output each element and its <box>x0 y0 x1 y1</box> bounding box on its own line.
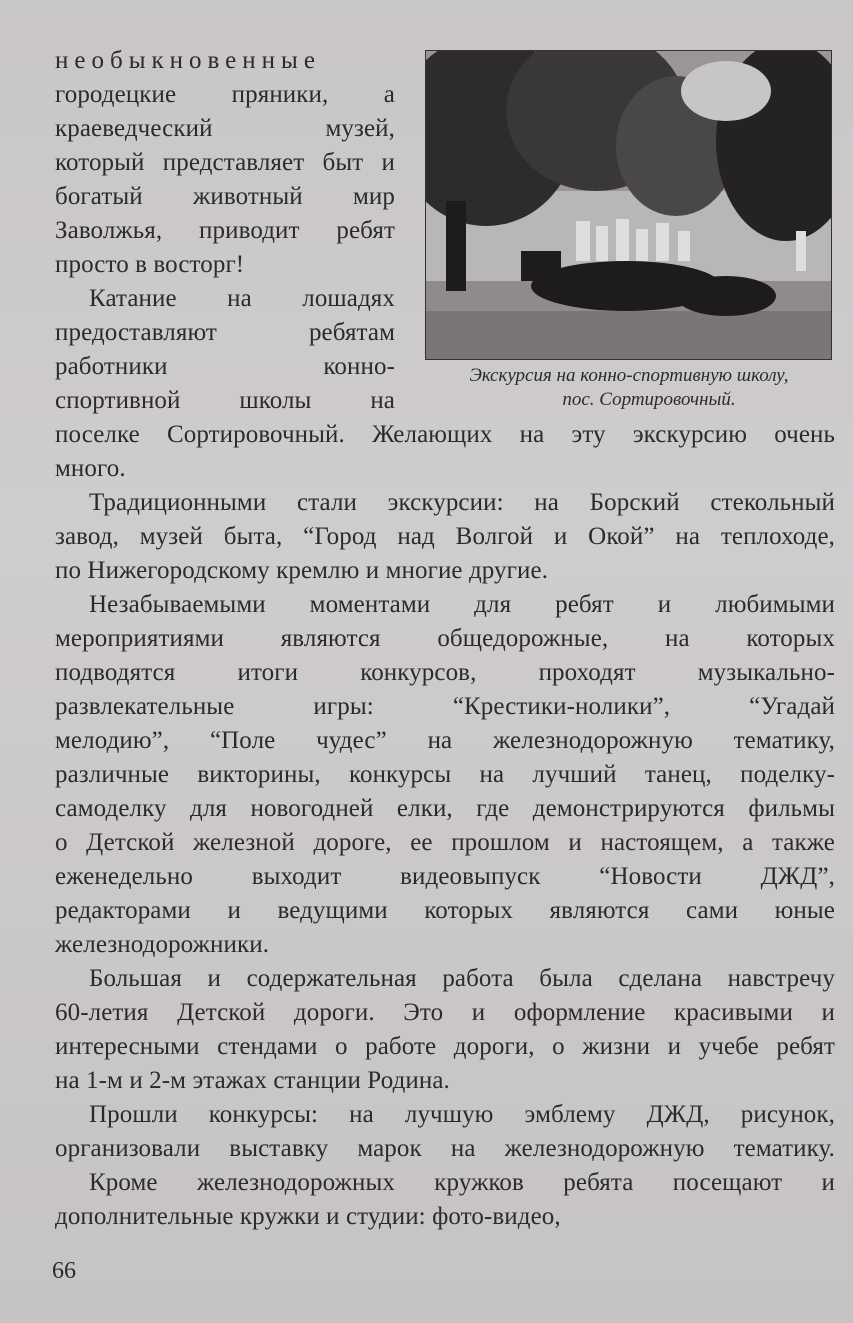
text-line: 60-летия Детской дороги. Это и оформление красивыми и <box>55 999 835 1026</box>
caption-line: Экскурсия на конно-спортивную школу, <box>469 365 789 386</box>
text-line: спортивной школы на <box>55 387 395 414</box>
text-line: о Детской железной дороге, ее прошлом и настоящем, а также <box>55 829 835 856</box>
text-line: по Нижегородскому кремлю и многие другие. <box>55 557 549 584</box>
text-line: развлекательные игры: “Крестики-нолики”, “Угадай <box>55 693 835 720</box>
text-line: работники конно- <box>55 353 395 380</box>
text-line: много. <box>55 455 126 482</box>
text-line: который представляет быт и <box>55 149 395 176</box>
text-line: самоделку для новогодней елки, где демонстрируются фильмы <box>55 795 835 822</box>
text-line: богатый животный мир <box>55 183 395 210</box>
text-line: мелодию”, “Поле чудес” на железнодорожную тематику, <box>55 727 835 754</box>
text-line: предоставляют ребятам <box>55 319 395 346</box>
text-line: еженедельно выходит видеовыпуск “Новости ДЖД”, <box>55 863 835 890</box>
text-line: Традиционными стали экскурсии: на Борский стекольный <box>89 489 835 516</box>
text-line: интересными стендами о работе дороги, о жизни и учебе ребят <box>55 1033 835 1060</box>
photo-figure <box>425 50 833 412</box>
text-line: железнодорожники. <box>55 931 270 958</box>
text-line: завод, музей быта, “Город над Волгой и Окой” на теплоходе, <box>55 523 835 550</box>
text-line: редакторами и ведущими которых являются сами юные <box>55 897 835 924</box>
photo-caption <box>425 364 833 412</box>
text-line: Прошли конкурсы: на лучшую эмблему ДЖД, рисунок, <box>89 1101 835 1128</box>
text-line: городецкие пряники, а <box>55 81 395 108</box>
text-line: Незабываемыми моментами для ребят и любимыми <box>89 591 835 618</box>
page-number: 66 <box>52 1258 76 1284</box>
text-line: различные викторины, конкурсы на лучший танец, поделку- <box>55 761 835 788</box>
group-photo <box>425 50 832 360</box>
text-line: Кроме железнодорожных кружков ребята посещают и <box>89 1169 835 1196</box>
text-line: на 1-м и 2-м этажах станции Родина. <box>55 1067 450 1094</box>
caption-line: пос. Сортировочный. <box>562 389 736 410</box>
text-line: просто в восторг! <box>55 251 245 278</box>
text-line: краеведческий музей, <box>55 115 395 142</box>
photo-image <box>426 51 831 359</box>
text-line: Катание на лошадях <box>89 285 395 312</box>
text-line: Заволжья, приводит ребят <box>55 217 395 244</box>
text-line: поселке Сортировочный. Желающих на эту экскурсию очень <box>55 421 835 448</box>
text-line: организовали выставку марок на железнодорожную тематику. <box>55 1135 835 1162</box>
text-line: дополнительные кружки и студии: фото-видео, <box>55 1203 561 1230</box>
text-line: мероприятиями являются общедорожные, на которых <box>55 625 835 652</box>
text-line: Большая и содержательная работа была сделана навстречу <box>89 965 835 992</box>
text-line: необыкновенные <box>55 47 321 74</box>
text-line: подводятся итоги конкурсов, проходят музыкально- <box>55 659 835 686</box>
